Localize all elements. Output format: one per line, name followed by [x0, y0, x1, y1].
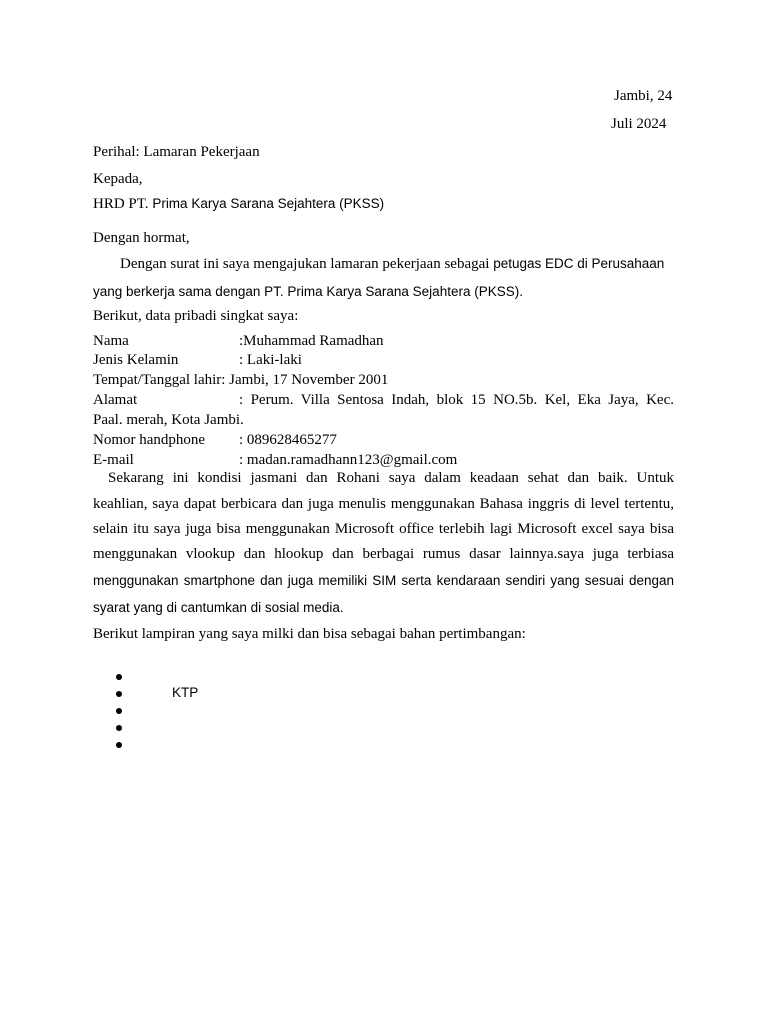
- greeting: Dengan hormat,: [93, 230, 190, 246]
- field-label-email: E-mail: [93, 452, 134, 468]
- bullet-icon: [116, 691, 122, 697]
- bullet-icon: [116, 674, 122, 680]
- recipient-prefix: HRD PT.: [93, 196, 153, 212]
- date-line-1: Jambi, 24: [614, 88, 673, 104]
- field-label-alamat: Alamat: [93, 392, 138, 408]
- to-label: Kepada,: [93, 171, 143, 187]
- body-line: selain itu saya juga bisa menggunakan Microsoft office terlebih lagi Microsoft excel saya bisa: [93, 521, 674, 537]
- field-alamat-continued: Paal. merah, Kota Jambi.: [93, 412, 244, 428]
- bullet-icon: [116, 725, 122, 731]
- recipient-company: Prima Karya Sarana Sejahtera (PKSS): [152, 196, 385, 211]
- field-label-jenis-kelamin: Jenis Kelamin: [93, 352, 179, 368]
- field-tempat-tanggal-lahir: Tempat/Tanggal lahir: Jambi, 17 November 2001: [93, 372, 389, 388]
- field-value-alamat: : Perum. Villa Sentosa Indah, blok 15 NO.5b. Kel, Eka Jaya, Kec.: [239, 392, 674, 408]
- field-label-nomor-handphone: Nomor handphone: [93, 432, 206, 448]
- field-value-email: : madan.ramadhann123@gmail.com: [239, 452, 458, 468]
- personal-intro: Berikut, data pribadi singkat saya:: [93, 308, 299, 324]
- intro-line-1-sans: petugas EDC di Perusahaan: [493, 256, 665, 271]
- recipient-line: [93, 196, 384, 213]
- body-line: keahlian, saya dapat berbicara dan juga menulis menggunakan Bahasa inggris di level tertentu,: [93, 496, 674, 512]
- intro-line-1-serif: Dengan surat ini saya mengajukan lamaran pekerjaan sebagai: [120, 256, 494, 272]
- list-item-label: KTP: [172, 685, 199, 700]
- intro-line-1: [120, 256, 664, 273]
- field-value-nomor-handphone: : 089628465277: [239, 432, 337, 448]
- date-line-2: Juli 2024: [611, 116, 667, 132]
- subject-line: Perihal: Lamaran Pekerjaan: [93, 144, 260, 160]
- intro-line-2: yang berkerja sama dengan PT. Prima Karya Sarana Sejahtera (PKSS).: [93, 284, 523, 299]
- field-value-nama: :Muhammad Ramadhan: [239, 333, 384, 349]
- attachments-intro: Berikut lampiran yang saya milki dan bisa sebagai bahan pertimbangan:: [93, 626, 526, 642]
- body-line: menggunakan smartphone dan juga memiliki SIM serta kendaraan sendiri yang sesuai dengan: [93, 573, 674, 588]
- field-value-jenis-kelamin: : Laki-laki: [239, 352, 302, 368]
- field-label-nama: Nama: [93, 333, 129, 349]
- body-line: menggunakan vlookup dan hlookup dan berbagai rumus dasar lainnya.saya juga terbiasa: [93, 546, 674, 562]
- body-line: syarat yang di cantumkan di sosial media.: [93, 600, 344, 615]
- bullet-icon: [116, 742, 122, 748]
- body-line: Sekarang ini kondisi jasmani dan Rohani saya dalam keadaan sehat dan baik. Untuk: [108, 470, 674, 486]
- bullet-icon: [116, 708, 122, 714]
